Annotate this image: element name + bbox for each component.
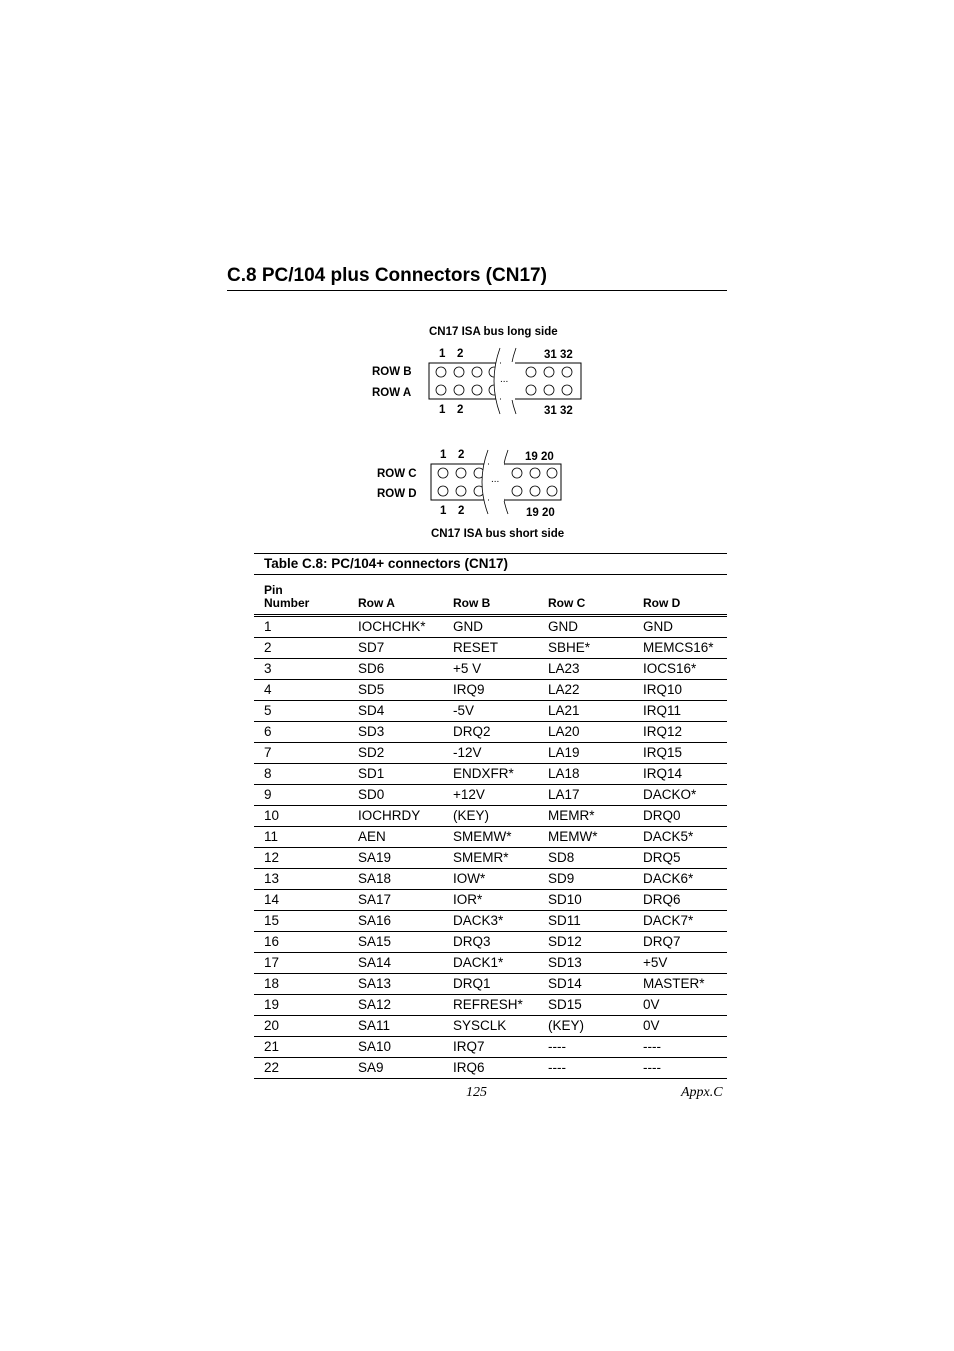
col-header-row-b: Row B: [443, 579, 538, 615]
col-header-pin-number: [254, 579, 348, 615]
row-d-cell: DRQ7: [633, 931, 727, 952]
table-row: [254, 826, 727, 847]
table-row: [254, 700, 727, 721]
row-b-cell: REFRESH*: [443, 994, 538, 1015]
row-c-cell: SD15: [538, 994, 633, 1015]
pin-number-cell: 12: [254, 847, 348, 868]
row-d-cell: IRQ11: [633, 700, 727, 721]
pin-number-cell: 13: [254, 868, 348, 889]
row-b-cell: +5 V: [443, 658, 538, 679]
cn17-pin-table: [254, 553, 727, 1079]
row-a-cell: IOCHRDY: [348, 805, 443, 826]
pin-label-1-bottom: 1: [439, 404, 446, 416]
table-row: [254, 952, 727, 973]
row-d-cell: DACK5*: [633, 826, 727, 847]
row-c-cell: SD12: [538, 931, 633, 952]
row-a-cell: SD0: [348, 784, 443, 805]
table-row: [254, 763, 727, 784]
pin-number-cell: 5: [254, 700, 348, 721]
pin-label-1-short-bottom: 1: [440, 505, 447, 517]
row-d-cell: DRQ5: [633, 847, 727, 868]
pin-label-2-bottom: 2: [457, 404, 464, 416]
row-d-cell: DACKO*: [633, 784, 727, 805]
row-a-label: ROW A: [372, 387, 412, 399]
pin-number-cell: 1: [254, 615, 348, 637]
row-d-cell: ----: [633, 1036, 727, 1057]
row-a-cell: SA17: [348, 889, 443, 910]
row-a-cell: SA19: [348, 847, 443, 868]
pin-label-2-short-bottom: 2: [458, 505, 465, 517]
table-body: [254, 615, 727, 1078]
pin-number-cell: 21: [254, 1036, 348, 1057]
table-row: [254, 805, 727, 826]
row-a-cell: SD7: [348, 637, 443, 658]
row-b-cell: SMEMW*: [443, 826, 538, 847]
cn17-connector-diagram: [360, 318, 600, 546]
table-row: [254, 721, 727, 742]
table-row: [254, 637, 727, 658]
pin-number-cell: 9: [254, 784, 348, 805]
col-header-pin-number-text: Pin Number: [264, 582, 310, 610]
row-a-cell: SD1: [348, 763, 443, 784]
row-b-label: ROW B: [372, 366, 412, 378]
section-title: C.8 PC/104 plus Connectors (CN17): [227, 262, 727, 291]
row-c-cell: SD14: [538, 973, 633, 994]
row-b-cell: +12V: [443, 784, 538, 805]
row-b-cell: ENDXFR*: [443, 763, 538, 784]
table-row: [254, 784, 727, 805]
pin-label-1-short-top: 1: [440, 449, 447, 461]
row-d-cell: 0V: [633, 1015, 727, 1036]
row-d-cell: GND: [633, 615, 727, 637]
row-c-cell: SBHE*: [538, 637, 633, 658]
row-c-cell: ----: [538, 1036, 633, 1057]
pin-number-cell: 10: [254, 805, 348, 826]
pin-label-2-short-top: 2: [458, 449, 465, 461]
table-row: [254, 658, 727, 679]
row-b-cell: IOW*: [443, 868, 538, 889]
row-a-cell: SA15: [348, 931, 443, 952]
pin-label-2-top: 2: [457, 348, 464, 360]
pin-number-cell: 22: [254, 1057, 348, 1078]
row-c-cell: MEMW*: [538, 826, 633, 847]
row-c-cell: ----: [538, 1057, 633, 1078]
pin-number-cell: 2: [254, 637, 348, 658]
row-d-cell: MEMCS16*: [633, 637, 727, 658]
row-b-cell: IRQ7: [443, 1036, 538, 1057]
table-row: [254, 1057, 727, 1078]
row-a-cell: SA13: [348, 973, 443, 994]
row-a-cell: SD6: [348, 658, 443, 679]
long-side-pins-left: [436, 367, 499, 395]
row-b-cell: GND: [443, 615, 538, 637]
row-b-cell: SYSCLK: [443, 1015, 538, 1036]
row-c-cell: MEMR*: [538, 805, 633, 826]
pin-label-19-20-bottom: 19 20: [526, 507, 555, 519]
pin-number-cell: 8: [254, 763, 348, 784]
row-b-cell: DACK1*: [443, 952, 538, 973]
pin-number-cell: 15: [254, 910, 348, 931]
row-b-cell: -12V: [443, 742, 538, 763]
long-side-ellipsis: ...: [500, 374, 509, 385]
pin-number-cell: 6: [254, 721, 348, 742]
row-d-cell: IRQ12: [633, 721, 727, 742]
row-b-cell: DACK3*: [443, 910, 538, 931]
pin-number-cell: 19: [254, 994, 348, 1015]
row-d-cell: DACK6*: [633, 868, 727, 889]
row-d-cell: IRQ15: [633, 742, 727, 763]
table-caption: Table C.8: PC/104+ connectors (CN17): [254, 553, 727, 575]
page-number: 125: [466, 1085, 487, 1100]
row-c-cell: SD9: [538, 868, 633, 889]
row-d-cell: IRQ10: [633, 679, 727, 700]
row-a-cell: SA10: [348, 1036, 443, 1057]
table-row: [254, 1036, 727, 1057]
row-a-cell: SA18: [348, 868, 443, 889]
row-a-cell: AEN: [348, 826, 443, 847]
pin-number-cell: 16: [254, 931, 348, 952]
row-c-cell: LA20: [538, 721, 633, 742]
col-header-row-d: Row D: [633, 579, 727, 615]
row-b-cell: DRQ2: [443, 721, 538, 742]
row-c-cell: GND: [538, 615, 633, 637]
row-d-cell: 0V: [633, 994, 727, 1015]
long-side-pins-right: [526, 367, 572, 395]
table-row: [254, 615, 727, 637]
row-c-cell: LA22: [538, 679, 633, 700]
pin-number-cell: 4: [254, 679, 348, 700]
table-row: [254, 973, 727, 994]
row-a-cell: SD5: [348, 679, 443, 700]
row-d-cell: DRQ0: [633, 805, 727, 826]
row-b-cell: IRQ6: [443, 1057, 538, 1078]
short-side-pins-left: [438, 468, 484, 496]
row-a-cell: SA16: [348, 910, 443, 931]
pin-label-31-32-top: 31 32: [544, 349, 573, 361]
short-side-ellipsis: ...: [491, 474, 500, 485]
row-b-cell: SMEMR*: [443, 847, 538, 868]
row-a-cell: SD2: [348, 742, 443, 763]
row-c-label: ROW C: [377, 468, 417, 480]
row-d-cell: IOCS16*: [633, 658, 727, 679]
row-c-cell: SD8: [538, 847, 633, 868]
pin-number-cell: 3: [254, 658, 348, 679]
row-c-cell: LA19: [538, 742, 633, 763]
table-row: [254, 1015, 727, 1036]
pin-label-31-32-bottom: 31 32: [544, 405, 573, 417]
row-a-cell: SD3: [348, 721, 443, 742]
col-header-row-a: Row A: [348, 579, 443, 615]
table-row: [254, 889, 727, 910]
row-d-cell: MASTER*: [633, 973, 727, 994]
pin-number-cell: 17: [254, 952, 348, 973]
short-side-pins-right: [512, 468, 557, 496]
pin-assignment-table: [254, 579, 727, 1079]
col-header-row-c: Row C: [538, 579, 633, 615]
table-row: [254, 910, 727, 931]
row-c-cell: LA17: [538, 784, 633, 805]
row-c-cell: SD11: [538, 910, 633, 931]
row-a-cell: SA11: [348, 1015, 443, 1036]
row-c-cell: (KEY): [538, 1015, 633, 1036]
row-c-cell: SD10: [538, 889, 633, 910]
pin-number-cell: 18: [254, 973, 348, 994]
row-d-label: ROW D: [377, 488, 417, 500]
row-b-cell: RESET: [443, 637, 538, 658]
table-row: [254, 868, 727, 889]
pin-label-19-20-top: 19 20: [525, 451, 554, 463]
row-a-cell: IOCHCHK*: [348, 615, 443, 637]
row-c-cell: LA23: [538, 658, 633, 679]
row-d-cell: DRQ6: [633, 889, 727, 910]
row-d-cell: IRQ14: [633, 763, 727, 784]
pin-number-cell: 20: [254, 1015, 348, 1036]
row-b-cell: DRQ1: [443, 973, 538, 994]
long-side-caption: CN17 ISA bus long side: [429, 326, 558, 338]
appendix-label: Appx.C: [681, 1085, 723, 1100]
row-a-cell: SD4: [348, 700, 443, 721]
row-a-cell: SA12: [348, 994, 443, 1015]
table-header-row: [254, 579, 727, 615]
row-b-cell: (KEY): [443, 805, 538, 826]
row-c-cell: LA21: [538, 700, 633, 721]
row-d-cell: +5V: [633, 952, 727, 973]
row-a-cell: SA14: [348, 952, 443, 973]
short-side-break-left: [482, 450, 488, 514]
table-row: [254, 679, 727, 700]
table-row: [254, 847, 727, 868]
pin-number-cell: 7: [254, 742, 348, 763]
short-side-caption: CN17 ISA bus short side: [431, 528, 565, 540]
pin-number-cell: 11: [254, 826, 348, 847]
table-row: [254, 931, 727, 952]
row-c-cell: LA18: [538, 763, 633, 784]
row-b-cell: -5V: [443, 700, 538, 721]
pin-label-1-top: 1: [439, 348, 446, 360]
row-d-cell: DACK7*: [633, 910, 727, 931]
table-row: [254, 742, 727, 763]
row-d-cell: ----: [633, 1057, 727, 1078]
row-c-cell: SD13: [538, 952, 633, 973]
row-a-cell: SA9: [348, 1057, 443, 1078]
row-b-cell: DRQ3: [443, 931, 538, 952]
table-row: [254, 994, 727, 1015]
row-b-cell: IRQ9: [443, 679, 538, 700]
pin-number-cell: 14: [254, 889, 348, 910]
row-b-cell: IOR*: [443, 889, 538, 910]
